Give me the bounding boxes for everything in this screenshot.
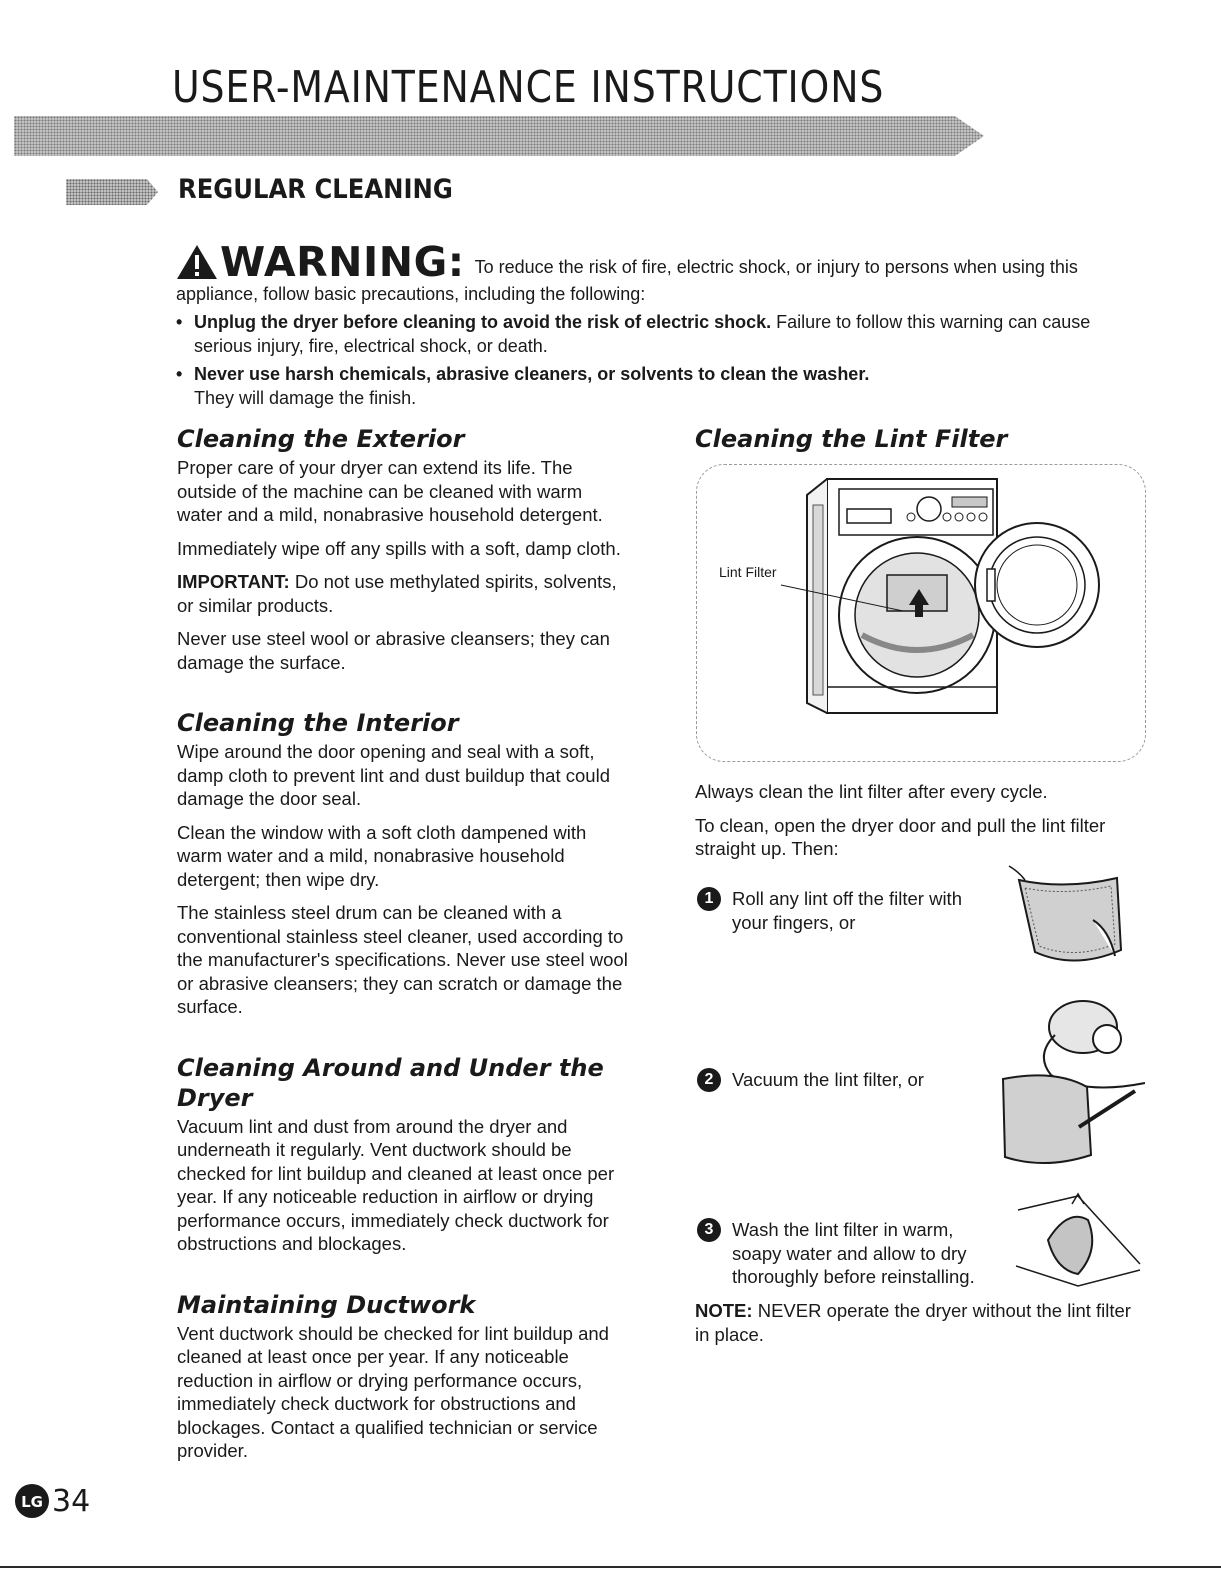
step-number: 3 [697, 1218, 721, 1242]
paragraph: Wipe around the door opening and seal with a soft, damp cloth to prevent lint and dust buildup that could damage the door seal. [177, 741, 610, 809]
note-paragraph [695, 1299, 1147, 1346]
warning-label: WARNING: [220, 238, 465, 286]
warning-heading [176, 238, 1146, 286]
warning-block [176, 238, 1146, 410]
warning-bullet-text: Failure to follow this warning can cause serious injury, fire, electrical shock, or death. [194, 312, 1091, 356]
lint-filter-label: Lint Filter [719, 564, 777, 580]
important-paragraph [177, 570, 629, 617]
right-column [695, 424, 1147, 454]
paragraph: To clean, open the dryer door and pull the lint filter straight up. Then: [695, 814, 1106, 859]
heading-lint-filter: Cleaning the Lint Filter [695, 425, 1008, 453]
paragraph: Never use steel wool or abrasive cleansers; they can damage the surface. [177, 628, 610, 673]
important-label: IMPORTANT: [177, 571, 290, 592]
step-item [697, 1068, 1002, 1092]
paragraph: Always clean the lint filter after every cycle. [695, 781, 1048, 802]
page-number: 34 [52, 1484, 91, 1519]
section-tab-decoration [66, 179, 158, 205]
paragraph: Vent ductwork should be checked for lint buildup and cleaned at least once per year. If any noticeable reduction in airflow or drying performance occurs, immediately check ductwork for obstructions and blockages. Contact a qualified technician or service provider. [177, 1322, 609, 1461]
step-item [697, 887, 1002, 934]
step-item [697, 1218, 1002, 1289]
heading-cleaning-exterior: Cleaning the Exterior [177, 425, 465, 453]
warning-bullet-bold: Unplug the dryer before cleaning to avoid the risk of electric shock. [194, 312, 772, 332]
paragraph: Immediately wipe off any spills with a soft, damp cloth. [177, 537, 621, 559]
note-label: NOTE: [695, 1300, 753, 1321]
bottom-rule [0, 1566, 1221, 1568]
page-title: USER-MAINTENANCE INSTRUCTIONS [172, 62, 885, 113]
lint-filter-text [695, 780, 1147, 861]
warning-bullet-bold: Never use harsh chemicals, abrasive cleaners, or solvents to clean the washer. [194, 364, 870, 384]
step-text: Vacuum the lint filter, or [732, 1069, 924, 1090]
warning-intro: To reduce the risk of fire, electric shock, or injury to persons when using this [474, 257, 1078, 277]
dryer-illustration-icon [697, 465, 1145, 761]
heading-maintaining-ductwork: Maintaining Ductwork [177, 1290, 476, 1319]
lg-logo-text: LG [21, 1493, 43, 1511]
paragraph: The stainless steel drum can be cleaned with a conventional stainless steel cleaner, used according to the manufacturer's specifications. Never use steel wool or abrasive cleansers; they can scratch or damage the surface. [177, 902, 628, 1017]
note-text: NEVER operate the dryer without the lint filter in place. [695, 1300, 1131, 1345]
warning-intro-cont: appliance, follow basic precautions, including the following: [176, 284, 646, 304]
paragraph: Clean the window with a soft cloth dampened with warm water and a mild, nonabrasive household detergent; then wipe dry. [177, 821, 587, 890]
dryer-figure [696, 464, 1146, 762]
important-text: Do not use methylated spirits, solvents, or similar products. [177, 571, 617, 616]
lg-logo-icon [14, 1483, 50, 1519]
wash-filter-icon [1008, 1190, 1148, 1290]
heading-cleaning-interior: Cleaning the Interior [177, 709, 459, 737]
paragraph: Proper care of your dryer can extend its life. The outside of the machine can be cleaned with warm water and a mild, nonabrasive household detergent. [177, 457, 603, 525]
warning-bullet: • Never use harsh chemicals, abrasive cleaners, or solvents to clean the washer. They will damage the finish. [176, 364, 870, 408]
step-text: Wash the lint filter in warm, soapy water and allow to dry thoroughly before reinstalling. [732, 1219, 975, 1287]
left-column [177, 424, 629, 1463]
step-number: 2 [697, 1068, 721, 1092]
filter-roll-icon [1005, 860, 1125, 970]
heading-cleaning-around: Cleaning Around and Under the Dryer [177, 1053, 604, 1112]
step-number: 1 [697, 887, 721, 911]
warning-triangle-icon [176, 244, 218, 280]
warning-bullet-text: They will damage the finish. [194, 388, 417, 408]
title-decoration-bar [14, 116, 984, 156]
paragraph: Vacuum lint and dust from around the dryer and underneath it regularly. Vent ductwork should be checked for lint buildup and cleaned at least once per year. If any noticeable reduction in airflow or drying performance occurs, immediately check ductwork for obstructions and blockages. [177, 1115, 615, 1254]
section-title: REGULAR CLEANING [178, 174, 453, 205]
step-text: Roll any lint off the filter with your fingers, or [732, 888, 962, 933]
warning-bullet: • Unplug the dryer before cleaning to avoid the risk of electric shock. Failure to follow this warning can cause serious injury, fire, electrical shock, or death. [176, 312, 1091, 356]
vacuum-filter-icon [995, 995, 1145, 1170]
